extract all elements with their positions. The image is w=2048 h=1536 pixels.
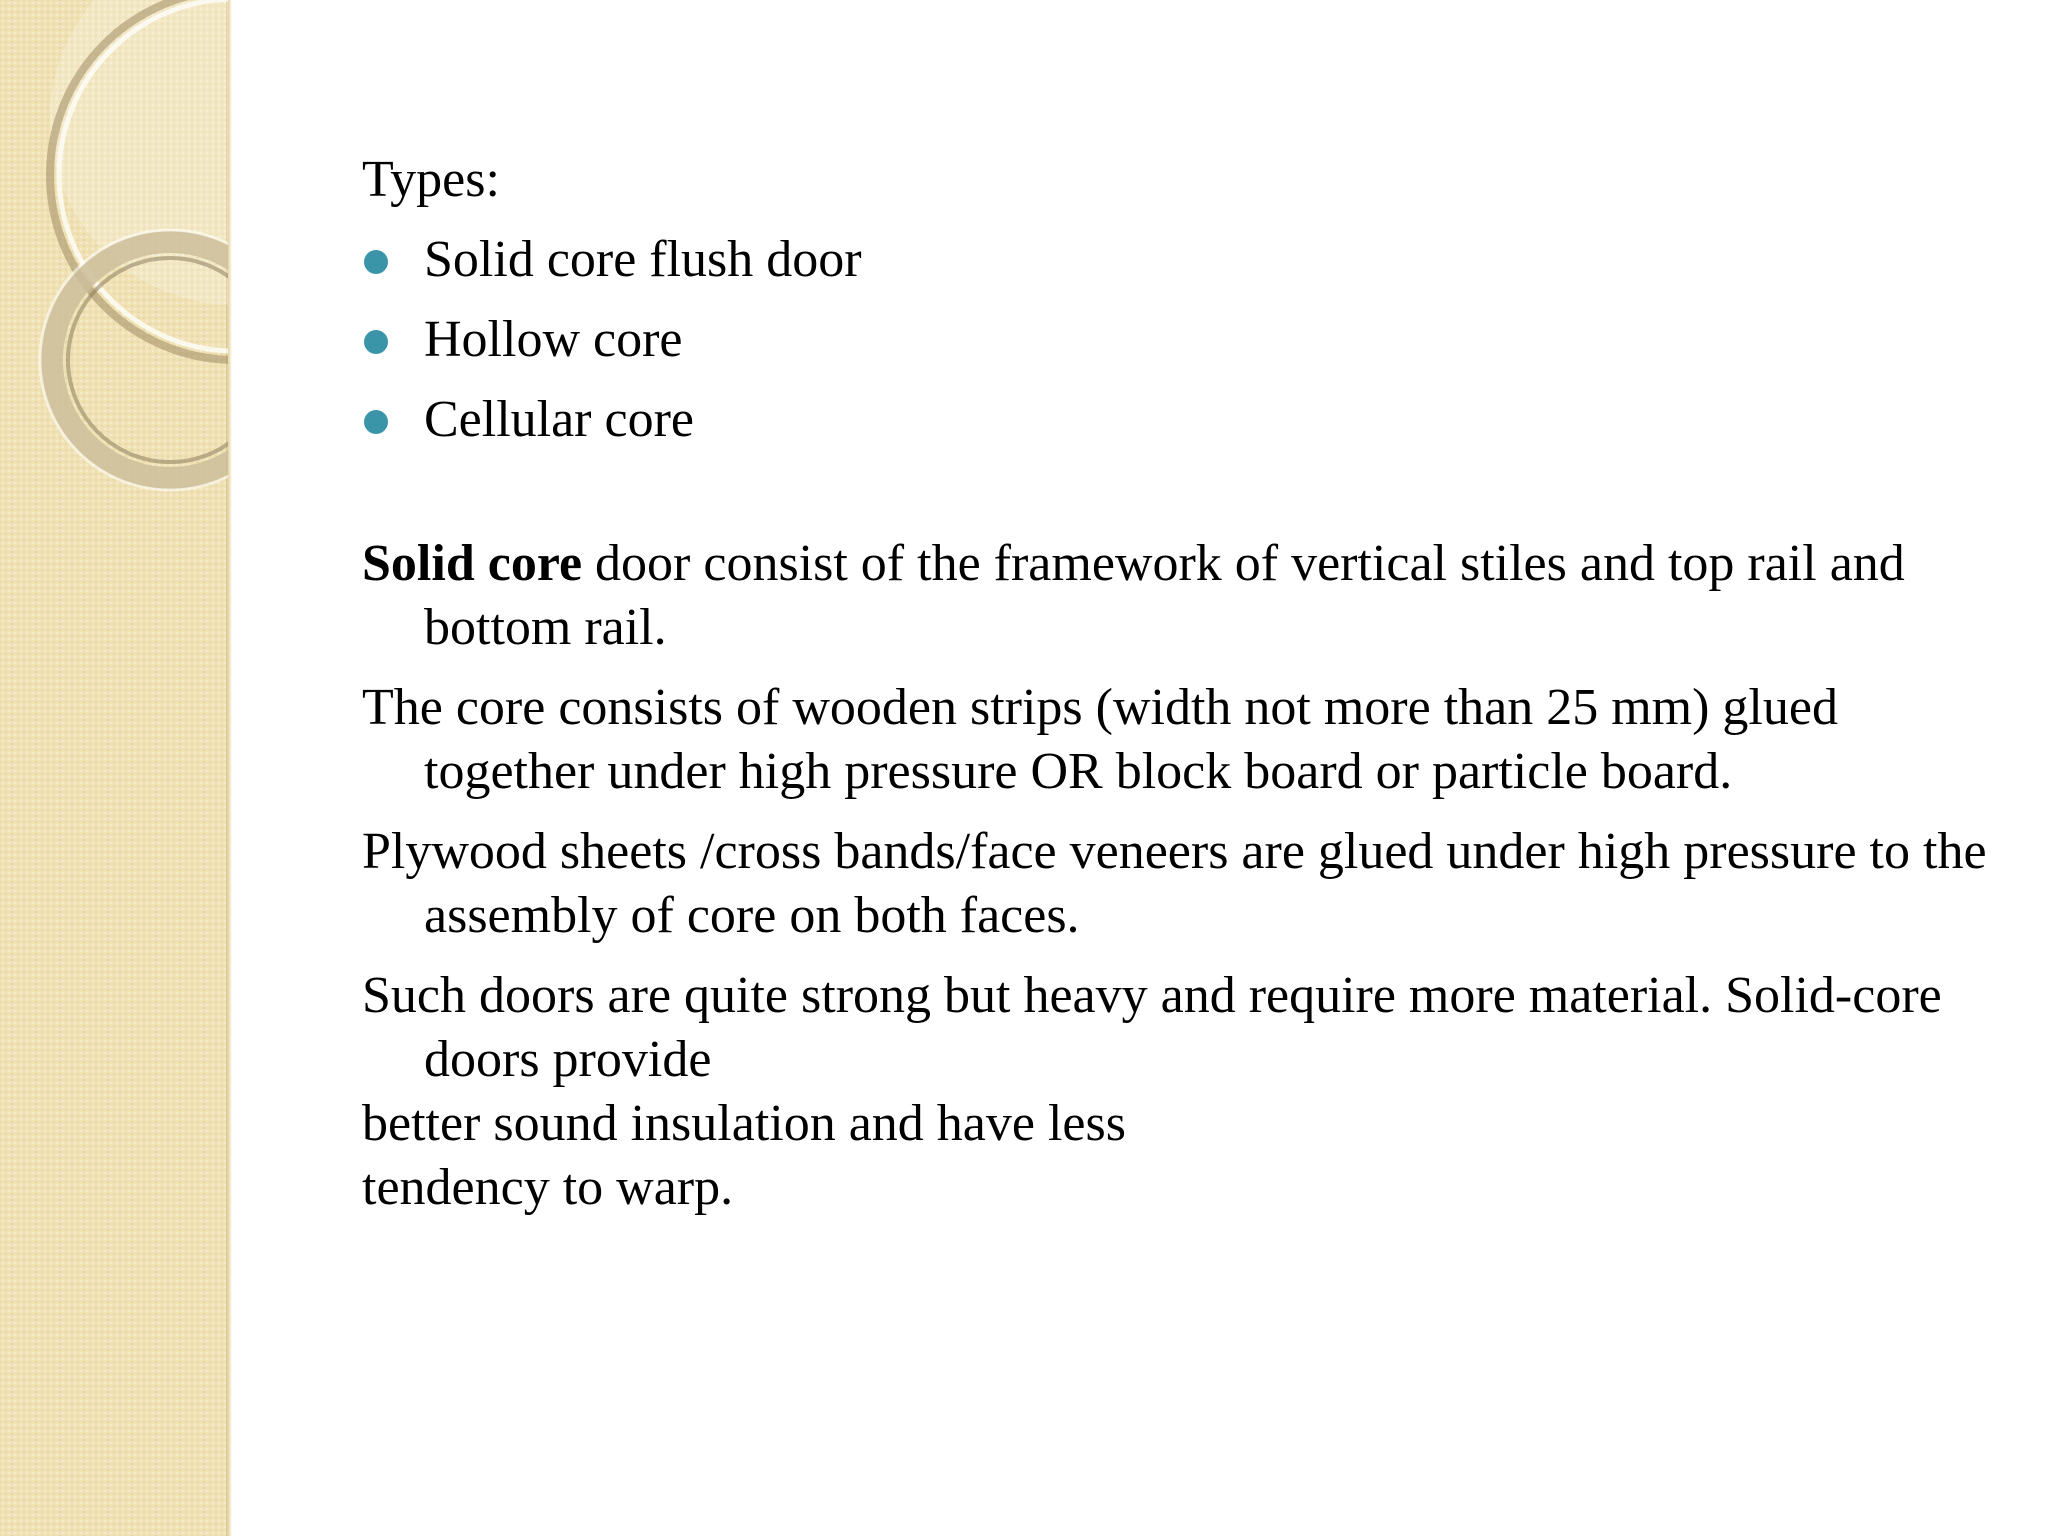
types-heading: Types:	[362, 151, 500, 208]
list-item-text: Solid core flush door	[424, 231, 862, 288]
types-list	[362, 228, 2002, 452]
list-item-text: Hollow core	[424, 311, 683, 368]
list-item-text: Cellular core	[424, 391, 694, 448]
slide-content	[362, 148, 2002, 1236]
bullet-dot-icon	[364, 410, 388, 434]
paragraph-bold-lead: Solid core	[362, 535, 583, 592]
paragraph-line: better sound insulation and have less	[362, 1095, 1126, 1152]
paragraph-solid-core	[362, 532, 2002, 660]
list-item	[362, 388, 2002, 452]
paragraph-line: Such doors are quite strong but heavy and require more material. Solid-core doors provide	[362, 967, 1942, 1088]
description-paragraphs	[362, 532, 2002, 1220]
paragraph-plywood	[362, 820, 2002, 948]
bullet-dot-icon	[364, 250, 388, 274]
paragraph-core-composition	[362, 676, 2002, 804]
decorative-rings	[0, 0, 228, 520]
paragraph-text: The core consists of wooden strips (width not more than 25 mm) glued together under high pressure OR block board or particle board.	[362, 679, 1838, 800]
bullet-dot-icon	[364, 330, 388, 354]
paragraph-line: tendency to warp.	[362, 1159, 734, 1216]
list-item	[362, 228, 2002, 292]
list-item	[362, 308, 2002, 372]
paragraph-properties	[362, 964, 2002, 1220]
paragraph-text: door consist of the framework of vertical stiles and top rail and bottom rail.	[424, 535, 1905, 656]
paragraph-text: Plywood sheets /cross bands/face veneers are glued under high pressure to the assembly of core on both faces.	[362, 823, 1987, 944]
